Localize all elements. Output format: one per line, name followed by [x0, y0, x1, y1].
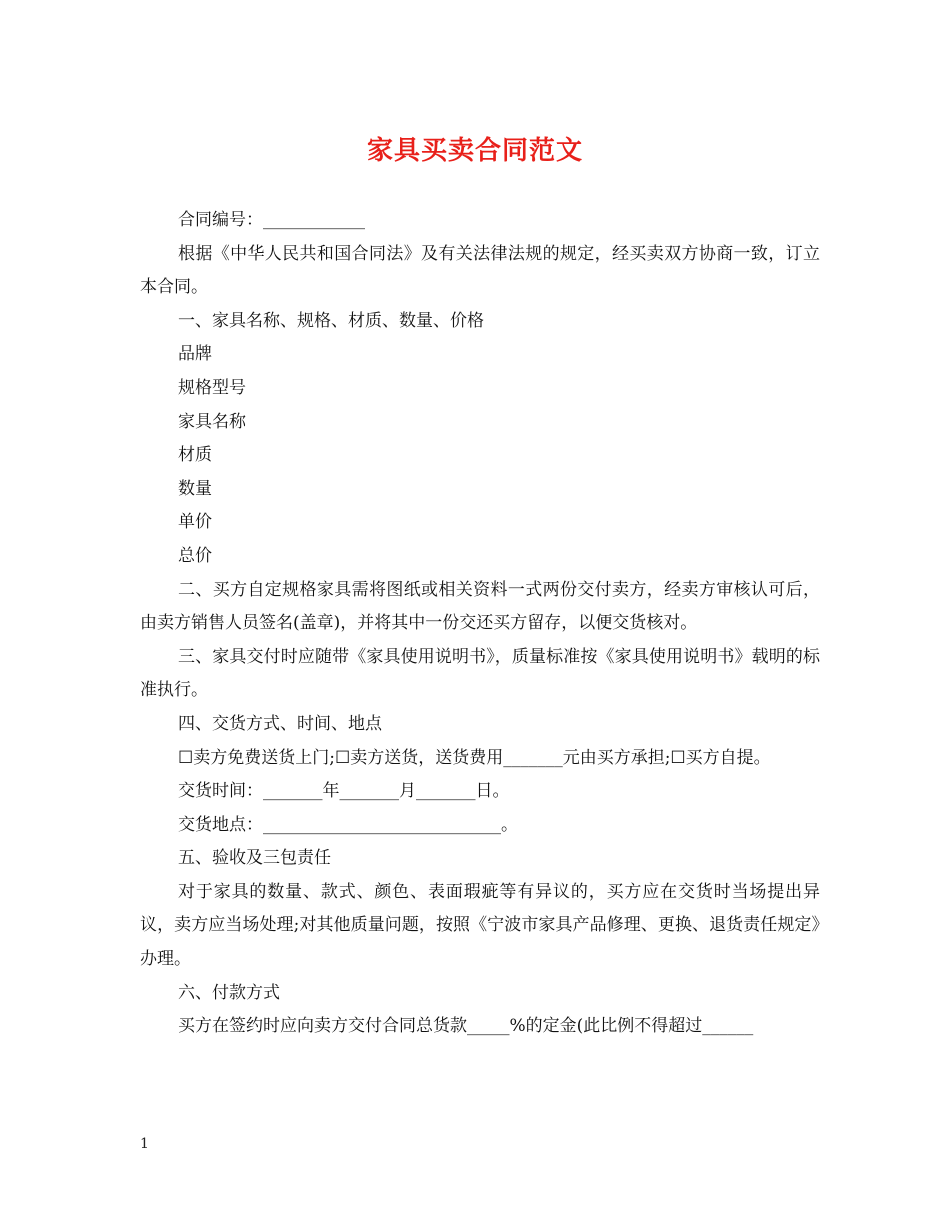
- field-unit-price: 单价: [178, 512, 212, 533]
- field-model: 规格型号: [178, 377, 246, 398]
- section-5-heading: 五、验收及三包责任: [178, 848, 331, 869]
- delivery-location-line: 交货地点：____________________________。: [178, 814, 518, 835]
- document-title: 家具买卖合同范文: [366, 136, 583, 166]
- section-6-paragraph: 买方在签约时应向卖方交付合同总货款_____%的定金(此比例不得超过______: [178, 1016, 754, 1037]
- preamble-paragraph: 根据《中华人民共和国合同法》及有关法律法规的规定，经买卖双方协商一致，订立本合同。: [140, 243, 820, 298]
- section-6-heading: 六、付款方式: [178, 982, 280, 1003]
- delivery-options-paragraph: ☐卖方免费送货上门;☐卖方送货，送货费用_______元由买方承担;☐买方自提。: [178, 747, 771, 768]
- document-body: [140, 204, 820, 1044]
- delivery-time-line: 交货时间：_______年_______月_______日。: [178, 781, 510, 802]
- field-brand: 品牌: [178, 344, 212, 365]
- field-quantity: 数量: [178, 478, 212, 499]
- section-1-heading: 一、家具名称、规格、材质、数量、价格: [178, 310, 484, 331]
- contract-number-line: 合同编号：____________: [178, 210, 365, 230]
- section-3-paragraph: 三、家具交付时应随带《家具使用说明书》，质量标准按《家具使用说明书》载明的标准执行。: [140, 646, 820, 701]
- field-total-price: 总价: [178, 545, 212, 566]
- section-2-paragraph: 二、买方自定规格家具需将图纸或相关资料一式两份交付卖方，经卖方审核认可后，由卖方销售人员签名(盖章)，并将其中一份交还买方留存，以便交货核对。: [140, 579, 820, 634]
- section-5-paragraph: 对于家具的数量、款式、颜色、表面瑕疵等有异议的，买方应在交货时当场提出异议，卖方应当场处理;对其他质量问题，按照《宁波市家具产品修理、更换、退货责任规定》办理。: [140, 881, 820, 970]
- page-number: 1: [140, 1136, 149, 1152]
- field-furniture-name: 家具名称: [178, 411, 246, 432]
- section-4-heading: 四、交货方式、时间、地点: [178, 713, 382, 734]
- field-material: 材质: [178, 445, 212, 466]
